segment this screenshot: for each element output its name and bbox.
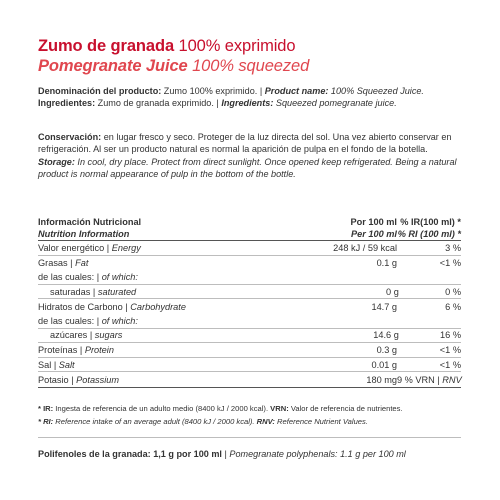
nutrient-name-es: Potasio (38, 374, 69, 385)
nutrient-name-en: Carbohydrate (130, 301, 186, 312)
ingredients-value-en: Squeezed pomegranate juice. (273, 98, 397, 109)
polyphenols-line (38, 449, 406, 459)
footnote-line-en (38, 416, 463, 429)
nutrient-name-es: de las cuales: (38, 315, 95, 326)
nutrient-name-es: Valor energético (38, 242, 105, 253)
footnote-rnv-text: Reference Nutrient Values. (274, 416, 368, 426)
table-row: Sal | Salt 0.01 g <1 % (38, 358, 461, 373)
footnote-line-es (38, 403, 463, 416)
table-row: Grasas | Fat 0.1 g <1 % (38, 257, 461, 268)
denomination-label-en: Product name: (264, 86, 329, 96)
footnote-ri-label: * RI: (38, 416, 54, 426)
nutrition-header-es (38, 216, 461, 228)
ingredients-line (38, 97, 458, 109)
title-english (38, 56, 309, 76)
nutrient-ri: 3 % (445, 242, 461, 253)
nutrient-ri: 0 % (445, 286, 461, 297)
nutrient-name-en: of which: (101, 271, 138, 282)
nutrient-name-es: Sal (38, 359, 52, 370)
nutrient-name-es: Hidratos de Carbono (38, 301, 123, 312)
nutrient-value: 180 mg (366, 374, 397, 385)
title-spanish-bold: Zumo de granada (38, 37, 175, 55)
nutrient-name-es: de las cuales: (38, 271, 95, 282)
nutrient-name-en: sugars (94, 330, 123, 341)
conservation-block (38, 131, 458, 181)
product-info-block (38, 85, 458, 110)
nutrient-name-en: Protein (84, 344, 114, 355)
nutrient-name-en: Fat (75, 257, 89, 268)
table-row: de las cuales: | of which: (38, 270, 461, 285)
nutrient-value: 0.1 g (376, 257, 397, 268)
nutrient-ri-rnv: RNV (442, 374, 462, 385)
table-row: de las cuales: | of which: (38, 314, 461, 329)
footnote-ir-label: * IR: (38, 404, 54, 413)
header-ri-en: % RI (100 ml) * (397, 229, 461, 239)
polyphenols-en: Pomegranate polyphenals: 1.1 g per 100 ml (229, 449, 406, 459)
nutrient-ri (397, 375, 461, 385)
header-per100-en: Per 100 ml (351, 229, 397, 239)
footnote-ri-text: Reference intake of an average adult (8400 kJ / 2000 kcal). (53, 416, 257, 426)
nutrition-header-en (38, 228, 461, 241)
footnote-ir-text: Ingesta de referencia de un adulto medio (8400 kJ / 2000 kcal). (53, 404, 271, 413)
nutrient-name-es: saturadas (50, 286, 91, 297)
table-row: Potasio | Potassium 180 mg 9 % VRN | RNV (38, 374, 462, 385)
nutrient-ri-sep: | (434, 374, 443, 385)
denomination-line (38, 85, 458, 97)
nutrient-ri: 16 % (440, 330, 461, 341)
nutrient-ri: <1 % (439, 257, 461, 268)
polyphenols-es: Polifenoles de la granada: 1,1 g por 100 ml (38, 449, 222, 459)
header-name-en: Nutrition Information (38, 229, 130, 239)
footnote (38, 403, 463, 428)
nutrient-ri: <1 % (439, 344, 461, 355)
storage-label-en: Storage: (38, 156, 75, 167)
nutrient-name-es: Proteínas (38, 344, 78, 355)
nutrient-ri: 6 % (445, 301, 461, 312)
nutrient-value: 14.7 g (371, 301, 397, 312)
nutrient-ri-vrn: 9 % VRN (397, 374, 435, 385)
header-ri-es: % IR(100 ml) * (400, 217, 461, 227)
nutrient-name-en: saturated (97, 286, 137, 297)
nutrient-value: 0.01 g (371, 359, 397, 370)
nutrient-value: 0 g (386, 286, 399, 297)
nutrition-table (38, 216, 461, 388)
denomination-value-en: 100% Squeezed Juice. (328, 86, 424, 96)
title-spanish-rest: 100% exprimido (174, 37, 296, 55)
table-bottom-rule (38, 387, 461, 388)
title-spanish (38, 36, 295, 56)
table-row: Proteínas | Protein 0.3 g <1 % (38, 343, 461, 358)
footnote-vrn-text: Valor de referencia de nutrientes. (288, 404, 403, 413)
storage-value-en: In cool, dry place. Protect from direct sunlight. Once opened keep refrigerated. Being a natural product is normal appearance of pulp in the bottom of the bottle. (38, 156, 457, 180)
nutrient-name-es: Grasas (38, 257, 68, 268)
nutrient-name-es: azúcares (50, 330, 88, 341)
header-per100-es: Por 100 ml (350, 217, 397, 227)
ingredients-label-es: Ingredientes: (38, 98, 96, 109)
nutrient-value: 0.3 g (376, 344, 397, 355)
conservation-value-es: en lugar fresco y seco. Proteger de la luz directa del sol. Una vez abierto conservar en refrigeración. Al ser un producto natural es normal la aparición de pulpa en el fondo de la botella. (38, 132, 452, 155)
denomination-value-es: Zumo 100% exprimido. | (161, 86, 265, 96)
nutrient-name-en: Potassium (76, 374, 120, 385)
header-name-es: Información Nutricional (38, 217, 142, 227)
nutrient-name-en: Salt (58, 359, 75, 370)
title-english-rest: 100% squeezed (187, 57, 310, 75)
table-row: azúcares | sugars 14.6 g 16 % (38, 329, 461, 344)
nutrient-name-en: Energy (111, 242, 141, 253)
footnote-rnv-label: RNV: (256, 416, 275, 426)
polyphenols-sep: | (221, 449, 230, 459)
nutrient-value: 248 kJ / 59 kcal (333, 242, 397, 253)
denomination-label-es: Denominación del producto: (38, 86, 162, 96)
conservation-label-es: Conservación: (38, 132, 102, 142)
nutrient-name-en: of which: (101, 315, 138, 326)
table-row: saturadas | saturated 0 g 0 % (38, 285, 461, 300)
footnote-divider (38, 437, 461, 438)
footnote-vrn-label: VRN: (270, 404, 289, 413)
table-row: Hidratos de Carbono | Carbohydrate 14.7 g 6 % (38, 301, 461, 312)
ingredients-label-en: Ingredients: (221, 98, 274, 109)
ingredients-value-es: Zumo de granada exprimido. | (95, 98, 222, 109)
nutrient-ri: <1 % (439, 359, 461, 370)
title-english-bold: Pomegranate Juice (38, 57, 188, 75)
table-row: Valor energético | Energy 248 kJ / 59 kcal 3 % (38, 241, 461, 256)
nutrient-value: 14.6 g (373, 330, 399, 341)
